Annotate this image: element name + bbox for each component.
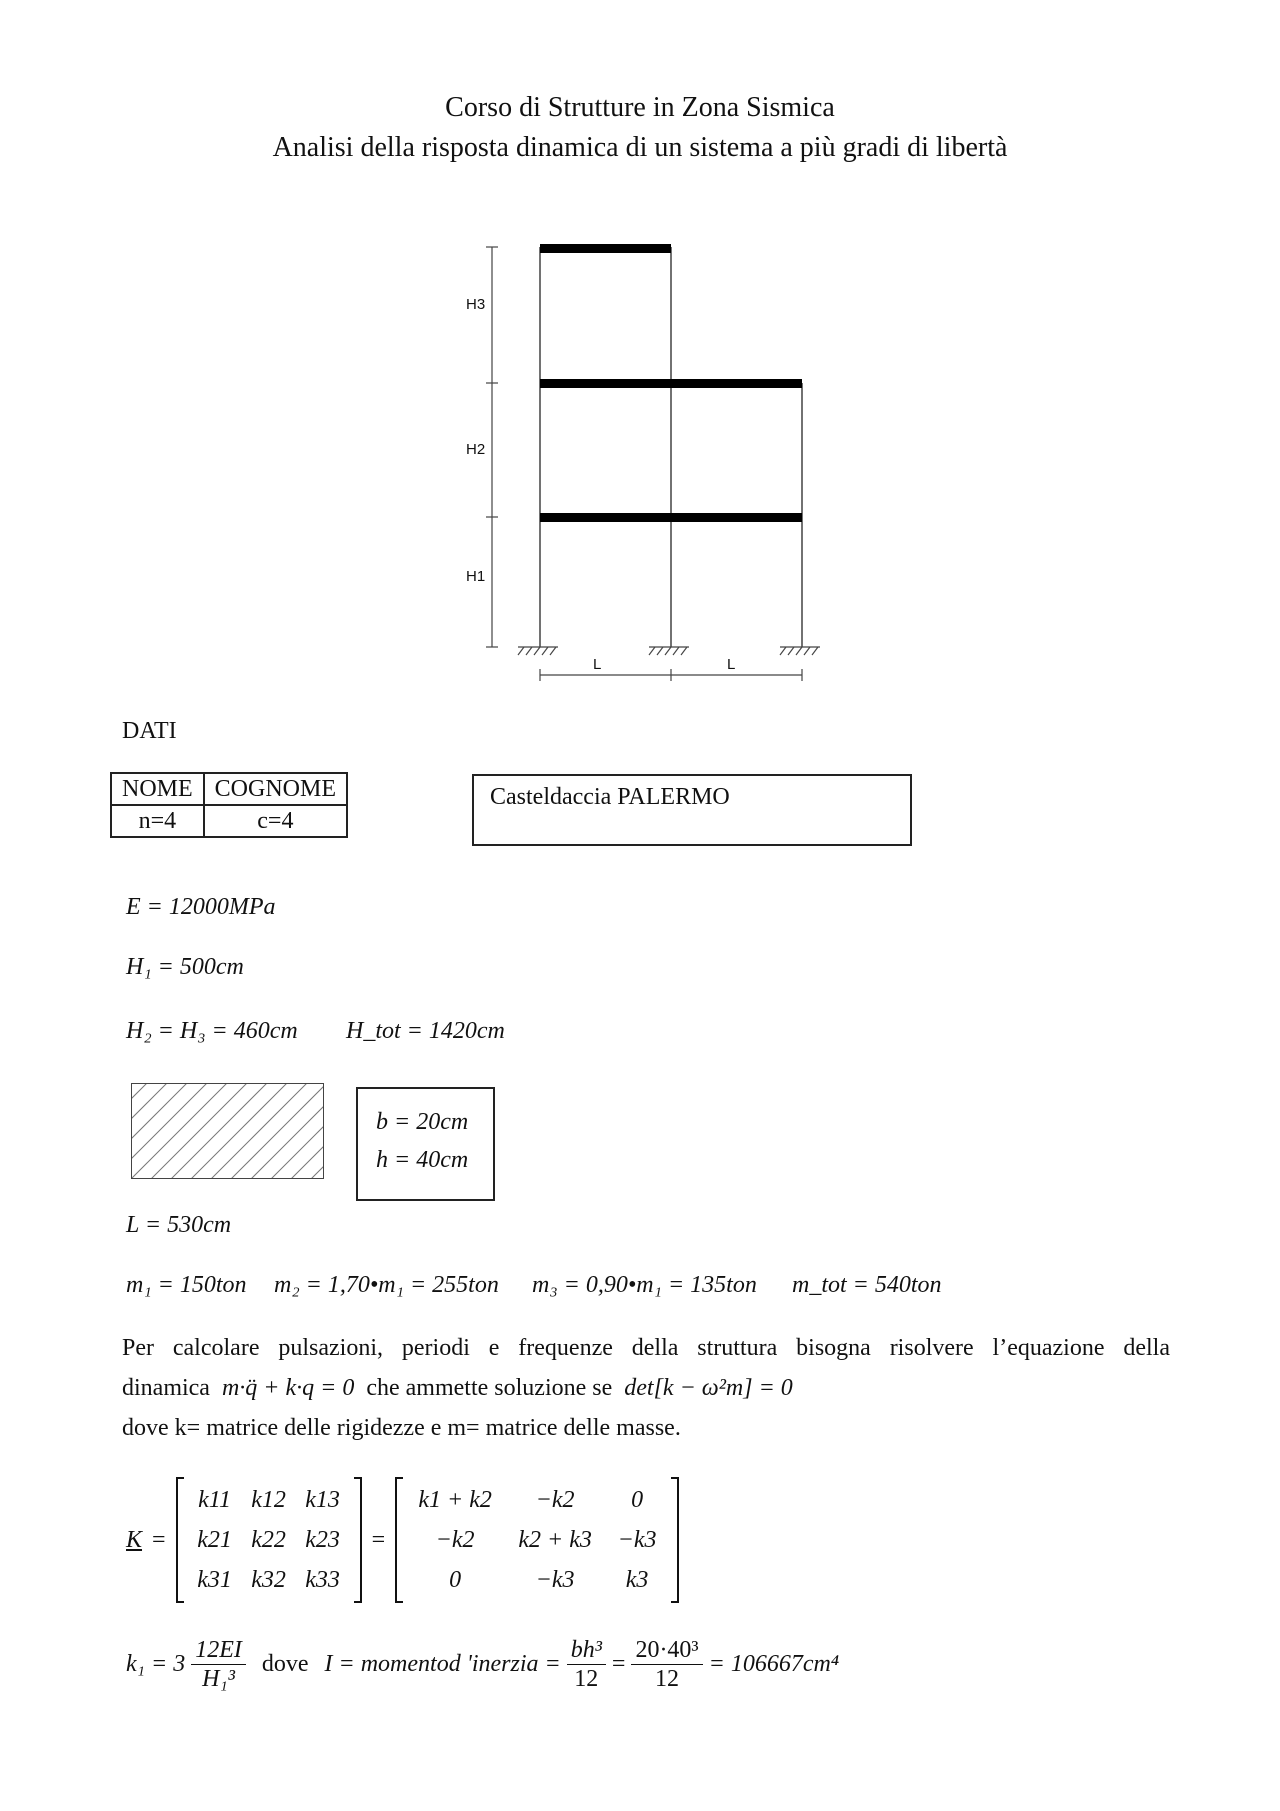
matrix-cell: 0 [449, 1567, 462, 1593]
matrix-cell: k21 [197, 1527, 232, 1553]
para-condition: che ammette soluzione se [366, 1375, 613, 1401]
beam-floor-3 [540, 244, 671, 253]
k1-denominator: H₁³ [202, 1666, 235, 1692]
dove-word: dove [261, 1651, 309, 1677]
table-row [111, 805, 347, 837]
param-l: L = 530cm [126, 1212, 232, 1238]
location-box [472, 774, 912, 846]
value-c: c=4 [204, 805, 347, 837]
matrix-cell: k23 [305, 1527, 340, 1553]
param-htot: H_tot = 1420cm [346, 1018, 505, 1044]
inertia-numerator: bh³ [567, 1636, 606, 1665]
header-cognome: COGNOME [204, 773, 347, 805]
table-row [111, 773, 347, 805]
matrix-cell: k32 [251, 1567, 286, 1593]
matrix-cell: −k2 [535, 1487, 575, 1513]
matrix-general [176, 1478, 362, 1602]
frame-diagram [460, 235, 840, 695]
param-mtot: m_tot = 540ton [792, 1272, 942, 1298]
param-m1: m₁ = 150ton [126, 1272, 247, 1298]
stiffness-matrix-equation [126, 1478, 679, 1602]
section-dimensions-box [356, 1087, 495, 1201]
page-subtitle: Analisi della risposta dinamica di un sistema a più gradi di libertà [272, 132, 1008, 163]
dynamics-equation: m·q̈ + k·q = 0 [221, 1375, 355, 1401]
matrix-cell: k11 [198, 1487, 231, 1513]
param-m2: m₂ = 1,70•m₁ = 255ton [274, 1272, 499, 1298]
inertia-label: I = momentod 'inerzia = [324, 1651, 561, 1677]
k1-formula [126, 1636, 839, 1693]
label-h2: H2 [466, 441, 486, 458]
label-h3: H3 [466, 296, 486, 313]
matrix-symbol: K [126, 1526, 143, 1553]
inertia-numeric-denominator: 12 [655, 1666, 680, 1692]
fixed-support-left [518, 647, 558, 655]
beam-floor-2 [540, 379, 802, 388]
param-m3: m₃ = 0,90•m₁ = 135ton [532, 1272, 757, 1298]
dati-heading: DATI [122, 718, 177, 744]
equals-sign: = [152, 1526, 166, 1553]
paragraph [122, 1328, 1170, 1448]
value-n: n=4 [111, 805, 204, 837]
page-title: Corso di Strutture in Zona Sismica [445, 92, 835, 123]
matrix-cell: k2 + k3 [518, 1527, 592, 1553]
dati-table [110, 772, 348, 838]
matrix-cell: −k3 [617, 1527, 657, 1553]
matrix-cell: −k2 [435, 1527, 475, 1553]
inertia-numeric-numerator: 20·40³ [631, 1636, 702, 1665]
fixed-support-center [649, 647, 689, 655]
header-nome: NOME [111, 773, 204, 805]
matrix-cell: k31 [197, 1567, 232, 1593]
para-dinamica: dinamica [122, 1375, 210, 1401]
equals-sign: = [371, 1526, 386, 1553]
inertia-fraction-numeric [631, 1636, 702, 1693]
matrix-cell: k3 [625, 1567, 649, 1593]
label-span-left: L [593, 656, 602, 673]
param-h1: H₁ = 500cm [126, 954, 244, 980]
location-text: Casteldaccia PALERMO [490, 784, 730, 810]
matrix-cell: k22 [251, 1527, 286, 1553]
k1-numerator: 12EI [191, 1636, 246, 1665]
para-line-1: Per calcolare pulsazioni, periodi e frequenze della struttura bisogna risolvere l’equazione della [122, 1335, 1170, 1361]
equals-sign: = [611, 1651, 626, 1677]
label-h1: H1 [466, 568, 486, 585]
param-b: b = 20cm [376, 1109, 469, 1135]
inertia-fraction-symbolic [567, 1636, 606, 1693]
determinant-equation: det[k − ω²m] = 0 [624, 1375, 793, 1401]
matrix-cell: k33 [305, 1567, 340, 1593]
inertia-result: = 106667cm⁴ [708, 1651, 840, 1677]
param-h2-h3: H₂ = H₃ = 460cm [126, 1018, 298, 1044]
section-hatch [131, 1083, 324, 1179]
para-line-3: dove k= matrice delle rigidezze e m= matrice delle masse. [122, 1415, 681, 1441]
para-line-2 [122, 1368, 1170, 1408]
matrix-cell: k13 [305, 1487, 340, 1513]
param-e: E = 12000MPa [126, 894, 276, 920]
matrix-expanded [395, 1478, 679, 1602]
k1-lhs: k₁ = 3 [126, 1651, 186, 1677]
label-span-right: L [727, 656, 736, 673]
matrix-cell: 0 [631, 1487, 644, 1513]
param-h: h = 40cm [376, 1147, 469, 1173]
beam-floor-1 [540, 513, 802, 522]
fixed-support-right [780, 647, 820, 655]
matrix-cell: k12 [251, 1487, 286, 1513]
matrix-cell: −k3 [535, 1567, 575, 1593]
inertia-denominator: 12 [574, 1666, 599, 1692]
matrix-cell: k1 + k2 [418, 1487, 492, 1513]
k1-fraction [191, 1636, 246, 1693]
